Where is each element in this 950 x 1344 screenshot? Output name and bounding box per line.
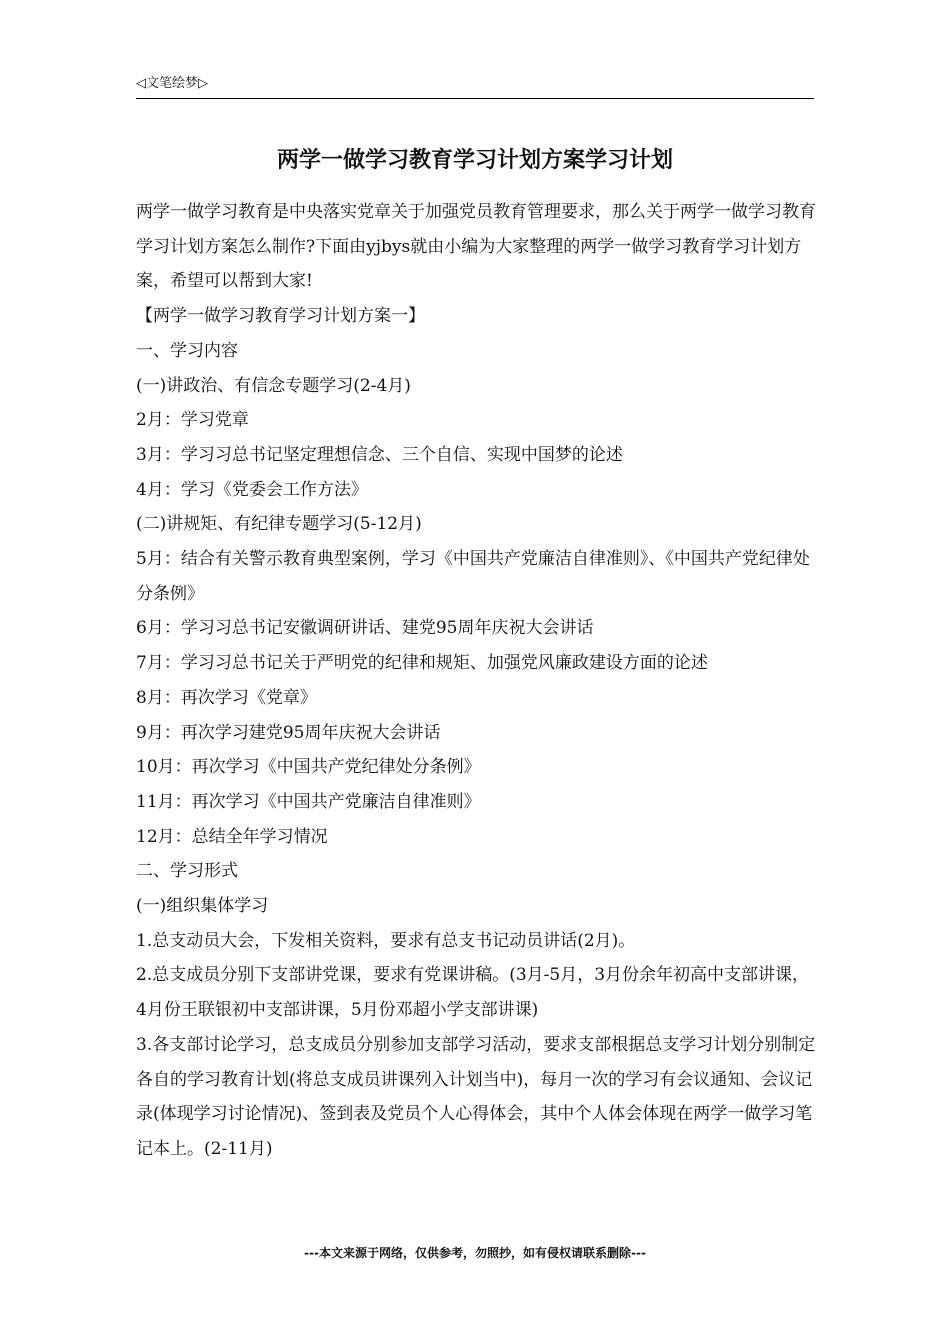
numbered-item: 3.各支部讨论学习，总支成员分别参加支部学习活动，要求支部根据总支学习计划分别制定各自的学习教育计划(将总支成员讲课列入计划当中)，每月一次的学习有会议通知、会议记录(体现学习讨论情况)、签到表及党员个人心得体会，其中个人体会体现在两学一做学习笔记本上。(2-11月) [136, 1034, 816, 1159]
month-item: 5月：结合有关警示教育典型案例，学习《中国共产党廉洁自律准则》、《中国共产党纪律处分条例》 [136, 549, 810, 604]
section-heading-content: 一、学习内容 [136, 340, 238, 361]
numbered-item: 1.总支动员大会，下发相关资料，要求有总支书记动员讲话(2月)。 [136, 930, 636, 951]
header-brand-text: ◁文笔绘梦▷ [136, 76, 208, 91]
month-item: 9月：再次学习建党95周年庆祝大会讲话 [136, 722, 441, 743]
month-item: 12月：总结全年学习情况 [136, 826, 328, 847]
month-item: 6月：学习习总书记安徽调研讲话、建党95周年庆祝大会讲话 [136, 618, 594, 639]
month-item: 2月：学习党章 [136, 410, 249, 431]
page-footer-disclaimer: ---本文来源于网络，仅供参考，勿照抄，如有侵权请联系删除--- [304, 1246, 646, 1260]
month-item: 7月：学习习总书记关于严明党的纪律和规矩、加强党风廉政建设方面的论述 [136, 653, 708, 674]
subsection-heading: (一)讲政治、有信念专题学习(2-4月) [136, 375, 411, 396]
subsection-heading: (二)讲规矩、有纪律专题学习(5-12月) [136, 514, 422, 535]
month-item: 8月：再次学习《党章》 [136, 687, 317, 708]
subsection-heading: (一)组织集体学习 [136, 896, 269, 917]
document-body [136, 195, 816, 1167]
month-item: 4月：学习《党委会工作方法》 [136, 479, 368, 500]
intro-paragraph: 两学一做学习教育是中央落实党章关于加强党员教育管理要求，那么关于两学一做学习教育学习计划方案怎么制作?下面由yjbys就由小编为大家整理的两学一做学习教育学习计划方案，希望可以帮到大家! [136, 202, 816, 292]
month-item: 11月：再次学习《中国共产党廉洁自律准则》 [136, 791, 481, 812]
document-title: 两学一做学习教育学习计划方案学习计划 [276, 148, 673, 173]
plan-heading: 【两学一做学习教育学习计划方案一】 [136, 306, 425, 327]
numbered-item: 2.总支成员分别下支部讲党课，要求有党课讲稿。(3月-5月，3月份余年初高中支部讲课，4月份王联银初中支部讲课，5月份邓超小学支部讲课) [136, 965, 810, 1021]
month-item: 10月：再次学习《中国共产党纪律处分条例》 [136, 757, 481, 778]
section-heading-form: 二、学习形式 [136, 861, 238, 882]
month-item: 3月：学习习总书记坚定理想信念、三个自信、实现中国梦的论述 [136, 444, 623, 465]
page-header [136, 76, 814, 99]
